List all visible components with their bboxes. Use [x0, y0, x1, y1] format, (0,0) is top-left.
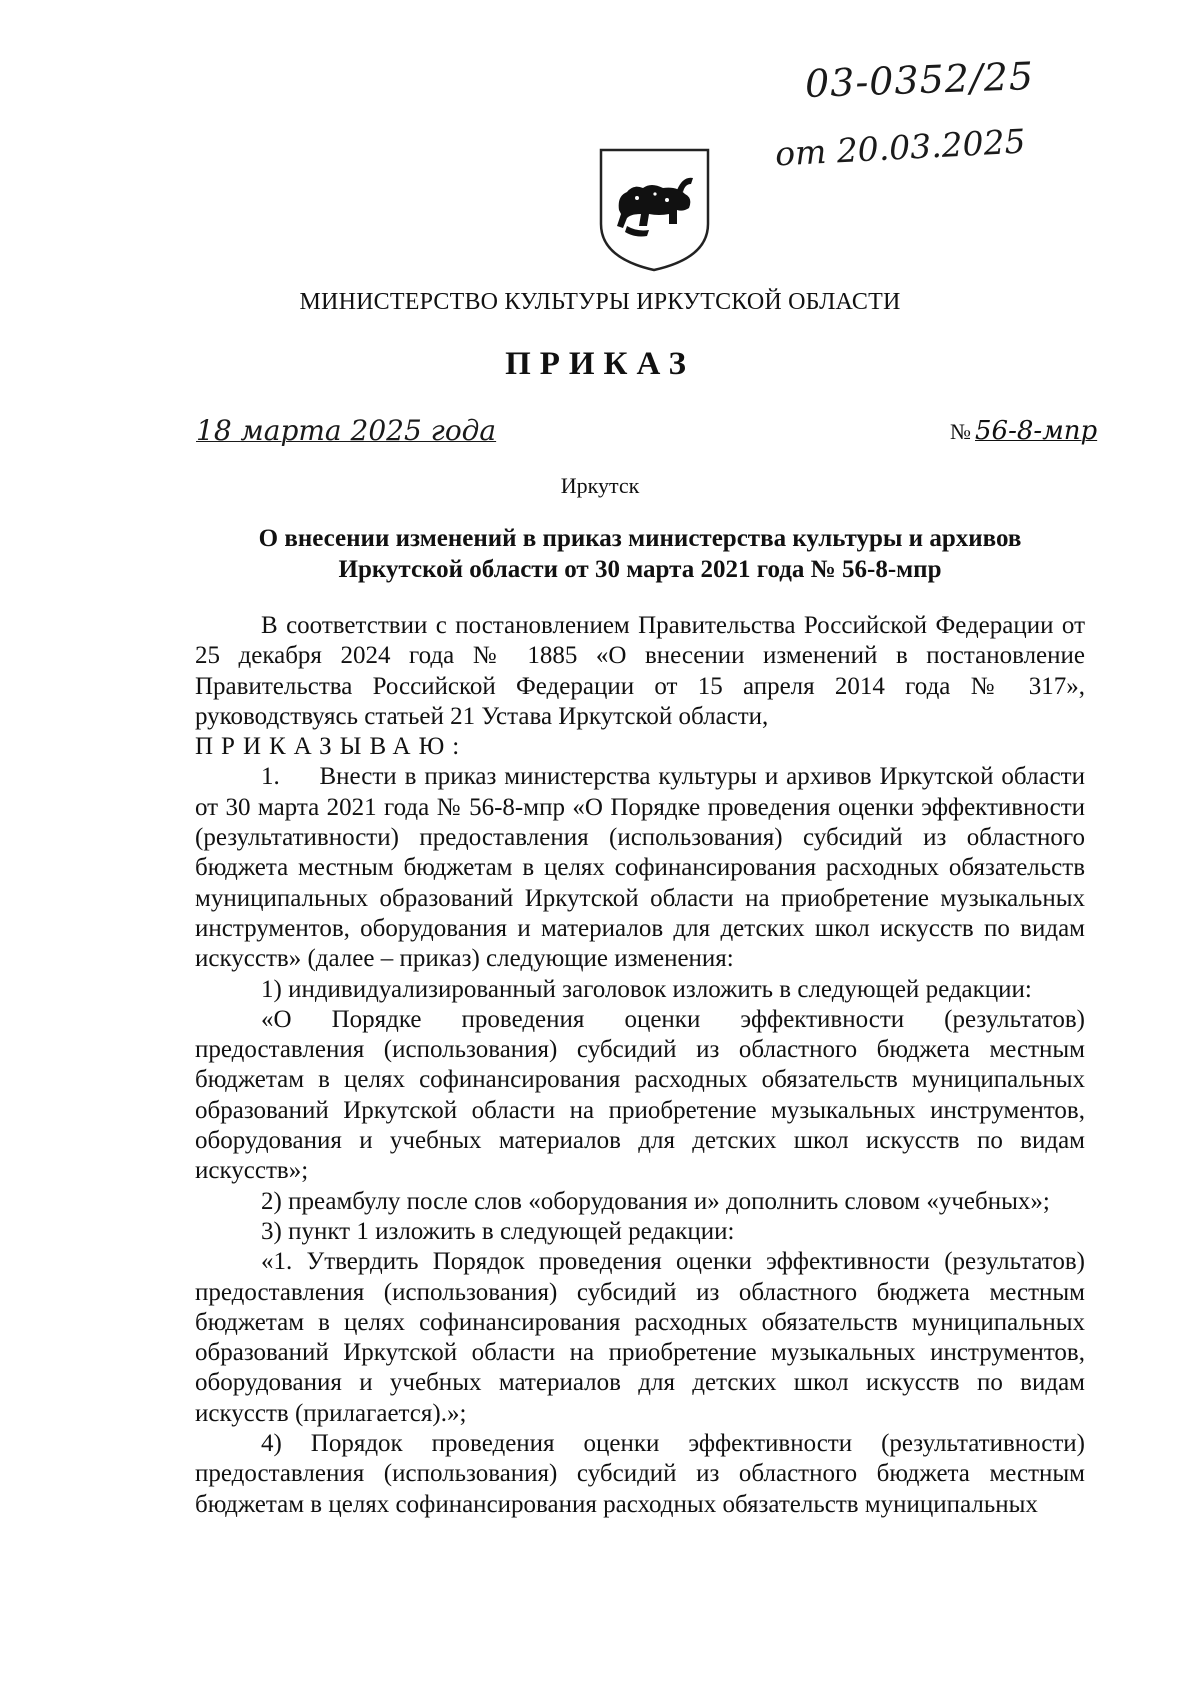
title-line-1: О внесении изменений в приказ министерства культуры и архивов: [258, 525, 1022, 552]
order-number: [950, 416, 1097, 446]
coat-of-arms-icon: [597, 146, 712, 274]
document-title: [195, 523, 1085, 585]
title-line-2: Иркутской области от 30 марта 2021 года № 56-8-мпр: [338, 556, 942, 583]
order-number-label: №: [950, 419, 971, 444]
subitem-4-paragraph: 4) Порядок проведения оценки эффективности (результативности) предоставления (использования) субсидий из областного бюджета местным бюджетам в целях софинансирования расходных обязательств муниципальных: [195, 1430, 1085, 1518]
handwritten-order-number: 56-8-мпр: [975, 416, 1098, 446]
subitem-3-paragraph: 3) пункт 1 изложить в следующей редакции:: [261, 1217, 735, 1245]
subitem-2-paragraph: 2) преамбулу после слов «оборудования и» дополнить словом «учебных»;: [261, 1187, 1050, 1215]
subitem-1-paragraph: 1) индивидуализированный заголовок изложить в следующей редакции:: [261, 975, 1032, 1003]
preamble-paragraph: В соответствии с постановлением Правительства Российской Федерации от 25 декабря 2024 года № 1885 «О внесении изменений в постановление Правительства Российской Федерации от 15 апреля 2014 года № 317», руководствуясь статьей 21 Устава Иркутской области,: [195, 612, 1085, 730]
handwritten-registration-date: от 20.03.2025: [774, 121, 1027, 174]
document-body: [195, 611, 1085, 1520]
order-word: ПРИКАЗЫВАЮ:: [195, 733, 468, 761]
handwritten-registration-number: 03-0352/25: [804, 54, 1035, 106]
city: Иркутск: [560, 473, 640, 498]
ministry-name: МИНИСТЕРСТВО КУЛЬТУРЫ ИРКУТСКОЙ ОБЛАСТИ: [299, 289, 901, 315]
subitem-1-text: «О Порядке проведения оценки эффективности (результатов) предоставления (использования) субсидий из областного бюджета местным бюджетам в целях софинансирования расходных обязательств муниципальных образований Иркутской области на приобретение музыкальных инструментов, оборудования и учебных материалов для детских школ искусств по видам искусств»;: [195, 1005, 1085, 1185]
subitem-3-text: «1. Утвердить Порядок проведения оценки эффективности (результатов) предоставления (использования) субсидий из областного бюджета местным бюджетам в целях софинансирования расходных обязательств муниципальных образований Иркутской области на приобретение музыкальных инструментов, оборудования и учебных материалов для детских школ искусств по видам искусств (прилагается).»;: [195, 1248, 1085, 1427]
handwritten-order-date: 18 марта 2025 года: [196, 414, 497, 447]
item-1-paragraph: 1. Внести в приказ министерства культуры и архивов Иркутской области от 30 марта 2021 года № 56-8-мпр «О Порядке проведения оценки эффективности (результативности) предоставления (использования) субсидий из областного бюджета местным бюджетам в целях софинансирования расходных обязательств муниципальных образований Иркутской области на приобретение музыкальных инструментов, оборудования и материалов для детских школ искусств по видам искусств» (далее – приказ) следующие изменения:: [195, 763, 1085, 973]
document-type: ПРИКАЗ: [505, 346, 695, 382]
